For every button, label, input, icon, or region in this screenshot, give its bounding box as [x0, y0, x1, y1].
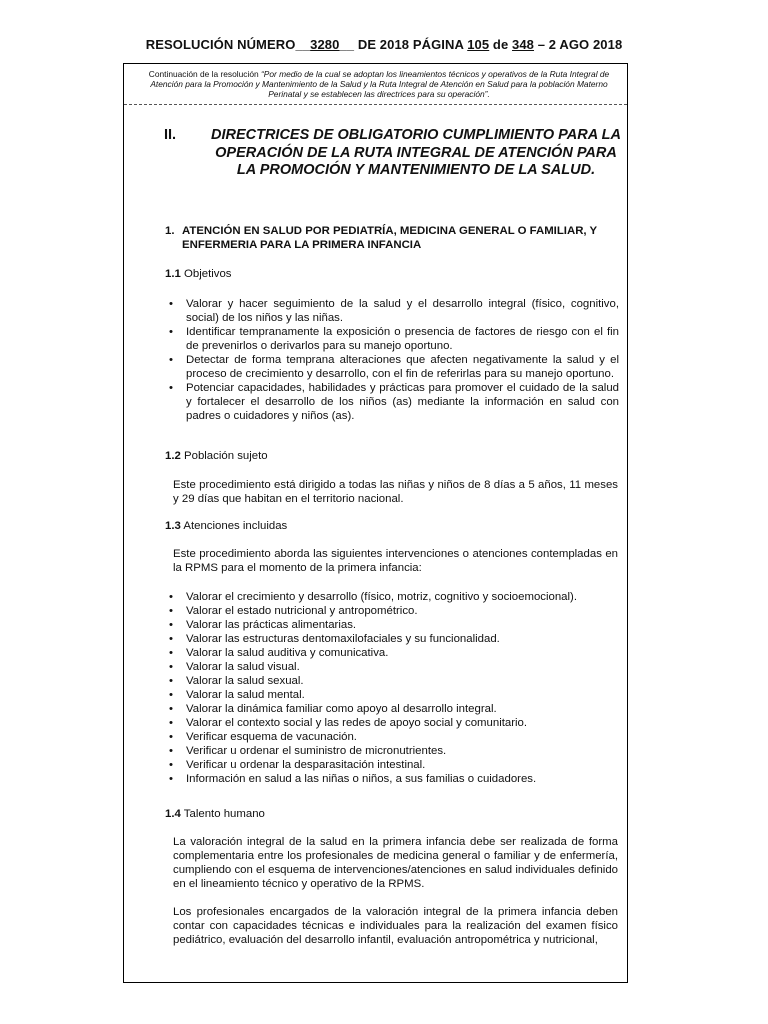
header-of: de: [489, 37, 513, 52]
list-item: • Información en salud a las niñas o niños, a sus familias o cuidadores.: [167, 772, 619, 786]
header-mid: __ DE 2018 PÁGINA: [339, 37, 468, 52]
continuation-note: [140, 69, 618, 99]
list-item: • Verificar esquema de vacunación.: [167, 730, 619, 744]
continuation-quote: “Por medio de la cual se adoptan los lineamientos técnicos y operativos de la Ruta Integral de Atención para la Promoción y Mantenimiento de la Salud y la Ruta Integral de Atención en Salud para la población Materno Perinatal y se establecen las directrices para su operación”.: [150, 69, 610, 99]
list-item: • Valorar y hacer seguimiento de la salud y el desarrollo integral (físico, cognitivo, social) de los niños y las niñas.: [167, 297, 619, 325]
dashed-divider: [124, 104, 627, 105]
header-number: 3280: [310, 37, 340, 52]
list-item: • Verificar u ordenar el suministro de micronutrientes.: [167, 744, 619, 758]
section-title: DIRECTRICES DE OBLIGATORIO CUMPLIMIENTO PARA LA OPERACIÓN DE LA RUTA INTEGRAL DE ATENCIÓN PARA LA PROMOCIÓN Y MANTENIMIENTO DE LA SALUD.: [210, 127, 622, 178]
poblacion-paragraph: Este procedimiento está dirigido a todas las niñas y niños de 8 días a 5 años, 11 meses y 29 días que habitan en el territorio nacional.: [173, 479, 618, 505]
list-item: • Valorar la salud visual.: [167, 660, 619, 674]
list-item: • Potenciar capacidades, habilidades y prácticas para promover el cuidado de la salud y fortalecer el desarrollo de los niños (as) mediante la información en salud con padres o cuidadores y niños (as).: [167, 381, 619, 423]
list-item: • Valorar el estado nutricional y antropométrico.: [167, 604, 619, 618]
header-page: 105: [467, 37, 490, 52]
subheading-label: Talento humano: [180, 808, 265, 820]
subheading-label: Objetivos: [180, 268, 232, 280]
list-item: • Verificar u ordenar la desparasitación intestinal.: [167, 758, 619, 772]
subheading-number: 1.4: [165, 808, 181, 820]
atenciones-list: [167, 590, 619, 786]
atenciones-intro: Este procedimiento aborda las siguientes intervenciones o atenciones contempladas en la RPMS para el momento de la primera infancia:: [173, 548, 618, 574]
heading-1: [165, 224, 625, 252]
subheading-number: 1.2: [165, 450, 181, 462]
list-item: • Valorar la dinámica familiar como apoyo al desarrollo integral.: [167, 702, 619, 716]
list-item: • Valorar el crecimiento y desarrollo (físico, motriz, cognitivo y socioemocional).: [167, 590, 619, 604]
subheading-label: Atenciones incluidas: [180, 520, 288, 532]
resolution-header: [0, 37, 768, 52]
continuation-lead: Continuación de la resolución: [148, 69, 261, 79]
header-prefix: RESOLUCIÓN NÚMERO__: [145, 37, 311, 52]
subheading-poblacion: [165, 450, 268, 462]
list-item: • Valorar las prácticas alimentarias.: [167, 618, 619, 632]
talento-paragraph-2: Los profesionales encargados de la valoración integral de la primera infancia deben contar con capacidades técnicas e individuales para la realización del examen físico pediátrico, evaluación del desarrollo infantil, evaluación antropométrica y nutricional,: [173, 906, 618, 946]
list-item: • Valorar el contexto social y las redes de apoyo social y comunitario.: [167, 716, 619, 730]
talento-paragraph-1: La valoración integral de la salud en la primera infancia debe ser realizada de forma complementaria entre los profesionales de medicina general o familiar y de enfermería, cumpliendo con el esquema de intervenciones/atenciones en salud individuales definido en el lineamiento técnico y operativo de la RPMS.: [173, 836, 618, 890]
subheading-objetivos: [165, 268, 232, 280]
subheading-number: 1.3: [165, 520, 181, 532]
subheading-atenciones: [165, 520, 287, 532]
header-total: 348: [512, 37, 535, 52]
subheading-talento: [165, 808, 265, 820]
subheading-label: Población sujeto: [180, 450, 268, 462]
heading-1-number: 1.: [165, 225, 175, 237]
section-number: II.: [164, 127, 177, 143]
list-item: • Valorar la salud auditiva y comunicativa.: [167, 646, 619, 660]
objectives-list: [167, 297, 619, 423]
list-item: • Valorar las estructuras dentomaxilofaciales y su funcionalidad.: [167, 632, 619, 646]
heading-1-text: ATENCIÓN EN SALUD POR PEDIATRÍA, MEDICINA GENERAL O FAMILIAR, Y ENFERMERIA PARA LA PRIMERA INFANCIA: [182, 225, 597, 251]
list-item: • Valorar la salud mental.: [167, 688, 619, 702]
list-item: • Identificar tempranamente la exposición o presencia de factores de riesgo con el fin de prevenirlos o derivarlos para su manejo oportuno.: [167, 325, 619, 353]
subheading-number: 1.1: [165, 268, 181, 280]
list-item: • Valorar la salud sexual.: [167, 674, 619, 688]
header-date: – 2 AGO 2018: [534, 37, 623, 52]
list-item: • Detectar de forma temprana alteraciones que afecten negativamente la salud y el proceso de crecimiento y desarrollo, con el fin de referirlas para su manejo oportuno.: [167, 353, 619, 381]
